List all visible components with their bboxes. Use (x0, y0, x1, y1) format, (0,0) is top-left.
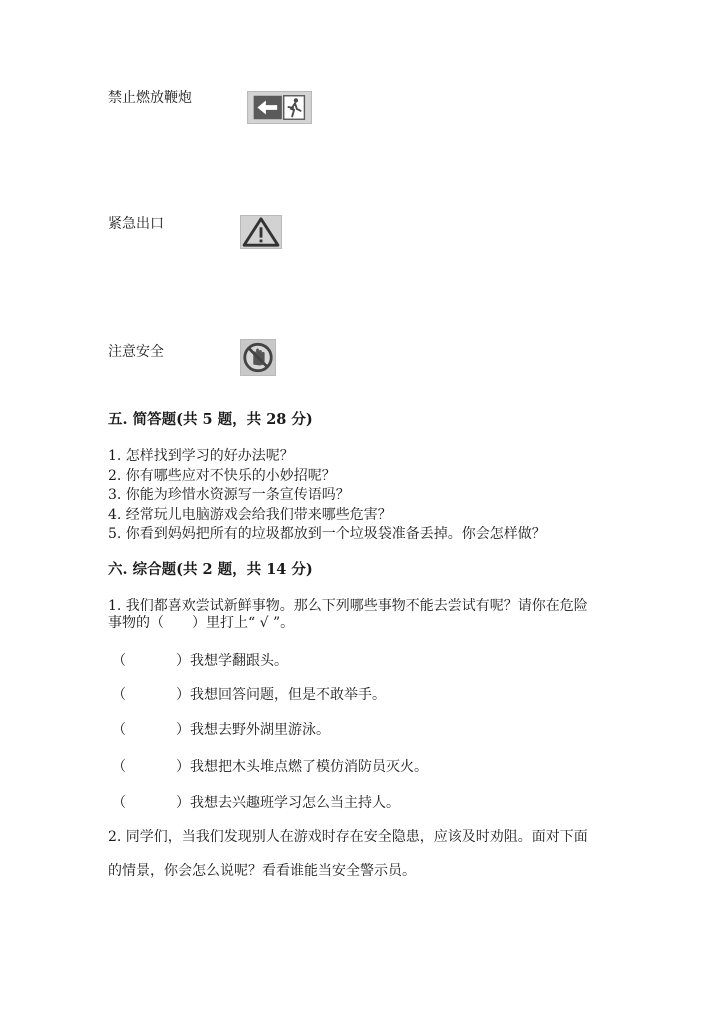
no-touching-sign-icon (240, 339, 276, 376)
option-text-3: 我想去野外湖里游泳。 (190, 722, 330, 738)
section5-question-2: 2. 你有哪些应对不快乐的小妙招呢？ (108, 468, 336, 484)
option-row-3 (112, 721, 330, 739)
section6-q1-line1: 1. 我们都喜欢尝试新鲜事物。那么下列哪些事物不能去尝试有呢？请你在危险 (108, 598, 588, 614)
section5-question-3: 3. 你能为珍惜水资源写一条宣传语吗？ (108, 487, 350, 503)
section5-question-5: 5. 你看到妈妈把所有的垃圾都放到一个垃圾袋准备丢掉。你会怎样做？ (108, 526, 546, 542)
option-row-2 (112, 686, 386, 704)
option-text-1: 我想学翻跟头。 (190, 653, 288, 669)
answer-blank-4[interactable]: （ ） (112, 759, 190, 775)
section6-q2-line2: 的情景，你会怎么说呢？看看谁能当安全警示员。 (108, 863, 416, 879)
section5-question-4: 4. 经常玩儿电脑游戏会给我们带来哪些危害？ (108, 507, 392, 523)
option-text-2: 我想回答问题，但是不敢举手。 (190, 687, 386, 703)
section5-title: 五. 简答题(共 5 题，共 28 分) (108, 411, 313, 428)
section6-title: 六. 综合题(共 2 题，共 14 分) (108, 561, 313, 578)
option-text-4: 我想把木头堆点燃了模仿消防员灭火。 (190, 759, 428, 775)
section6-q1-line2: 事物的（ ）里打上“ √ ”。 (108, 615, 295, 631)
answer-blank-2[interactable]: （ ） (112, 687, 190, 703)
option-text-5: 我想去兴趣班学习怎么当主持人。 (190, 795, 400, 811)
match-label-2: 紧急出口 (108, 216, 164, 232)
emergency-exit-sign-icon (247, 91, 312, 124)
section6-q2-line1: 2. 同学们，当我们发现别人在游戏时存在安全隐患，应该及时劝阻。面对下面 (108, 829, 588, 845)
answer-blank-1[interactable]: （ ） (112, 653, 190, 669)
option-row-1 (112, 652, 288, 670)
warning-triangle-sign-icon (240, 215, 282, 249)
answer-blank-3[interactable]: （ ） (112, 722, 190, 738)
section5-question-1: 1. 怎样找到学习的好办法呢？ (108, 448, 294, 464)
answer-blank-5[interactable]: （ ） (112, 795, 190, 811)
option-row-5 (112, 794, 400, 812)
option-row-4 (112, 758, 428, 776)
match-label-3: 注意安全 (108, 344, 164, 360)
match-label-1: 禁止燃放鞭炮 (108, 90, 192, 106)
